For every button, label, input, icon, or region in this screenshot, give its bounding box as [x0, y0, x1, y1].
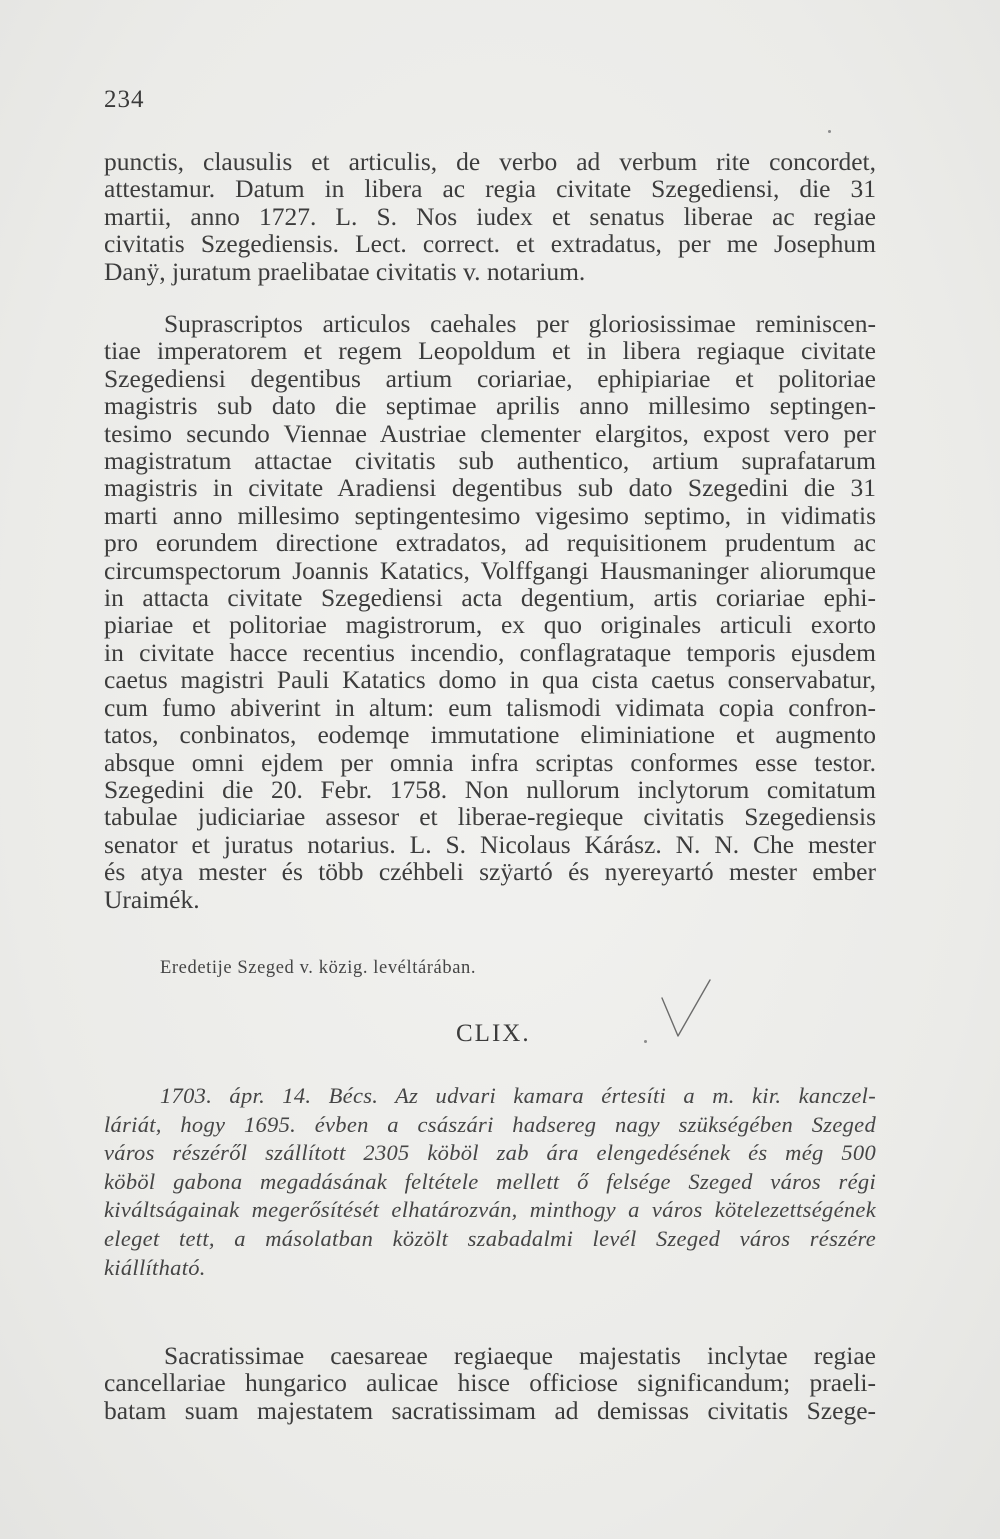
text-line: marti anno millesimo septingentesimo vigesimo septimo, in vidimatis [104, 500, 876, 530]
text-line: tesimo secundo Viennae Austriae clementer elargitos, expost vero per [104, 418, 876, 448]
text-line: punctis, clausulis et articulis, de verbo ad verbum rite concordet, [104, 147, 876, 176]
paragraph-continuation [104, 148, 876, 285]
text-line: in civitate hacce recentius incendio, conflagrataque temporis ejusdem [104, 637, 876, 667]
text-line: magistris in civitate Aradiensi degentibus sub dato Szegedini die 31 [104, 473, 876, 503]
paragraph-vidimus [104, 310, 876, 913]
text-line: martii, anno 1727. L. S. Nos iudex et senatus liberae ac regiae [104, 201, 876, 231]
paragraph-letter [104, 1342, 876, 1424]
source-note: Eredetije Szeged v. közig. levéltárában. [160, 958, 477, 978]
text-line: Szegediensi degentibus artium coriariae, ephipiariae et politoriae [104, 363, 876, 393]
text-line: attestamur. Datum in libera ac regia civitate Szegediensi, die 31 [104, 174, 876, 204]
text-line: magistris sub dato die septimae aprilis anno millesimo septingen- [104, 391, 876, 421]
document-regest [104, 1082, 876, 1282]
text-line: circumspectorum Joannis Katatics, Volffgangi Hausmaninger aliorumque [104, 555, 876, 585]
regest-line: köböl gabona megadásának feltétele mellett ő felsége Szeged város régi [104, 1168, 876, 1194]
document-number: CLIX. [456, 1020, 531, 1047]
text-line: cancellariae hungarico aulicae hisce officiose significandum; praeli- [104, 1368, 876, 1398]
page-number: 234 [104, 86, 145, 113]
text-line: civitatis Szegediensis. Lect. correct. et extradatus, per me Josephum [104, 229, 876, 259]
text-line: tatos, conbinatos, eodemqe immutatione eliminiatione et augmento [104, 720, 876, 750]
text-line: cum fumo abiverint in altum: eum talismodi vidimata copia confron- [104, 692, 876, 722]
paper-speck [828, 130, 831, 133]
text-line: Sacratissimae caesareae regiaeque majestatis inclytae regiae [164, 1341, 876, 1370]
text-line: caetus magistri Pauli Katatics domo in qua cista caetus conservabatur, [104, 665, 876, 695]
text-line: Suprascriptos articulos caehales per gloriosissimae reminiscen- [164, 309, 876, 338]
regest-line: láriát, hogy 1695. évben a császári hadsereg nagy szükségében Szeged [104, 1111, 876, 1137]
text-line: senator et juratus notarius. L. S. Nicolaus Kárász. N. N. Che mester [104, 829, 876, 859]
text-line: és atya mester és több czéhbeli szÿartó és nyereyartó mester ember [104, 857, 876, 887]
text-line: batam suam majestatem sacratissimam ad demissas civitatis Szege- [104, 1395, 876, 1425]
text-line: absque omni ejdem per omnia infra scriptas conformes esse testor. [104, 747, 876, 777]
text-line: magistratum attactae civitatis sub authentico, artium suprafatarum [104, 446, 876, 476]
text-line: tiae imperatorem et regem Leopoldum et in libera regiaque civitate [104, 336, 876, 366]
regest-line: 1703. ápr. 14. Bécs. Az udvari kamara értesíti a m. kir. kanczel- [160, 1083, 876, 1108]
text-line: Uraimék. [104, 884, 200, 914]
text-line: piariae et politoriae magistrorum, ex quo originales articuli exorto [104, 610, 876, 640]
text-line: Danÿ, juratum praelibatae civitatis v. notarium. [104, 256, 586, 286]
text-line: tabulae judiciariae assesor et liberae-regieque civitatis Szegediensis [104, 802, 876, 832]
checkmark-icon [656, 978, 716, 1040]
paper-speck [644, 1040, 647, 1043]
regest-line: kiváltságainak megerősítését elhatározván, minthogy a város kötelezettségének [104, 1197, 876, 1223]
text-line: pro eorundem directione extradatos, ad requisitionem prudentum ac [104, 528, 876, 558]
regest-line: város részéről szállított 2305 köböl zab ára elengedésének és még 500 [104, 1140, 876, 1166]
regest-line: eleget tett, a másolatban közölt szabadalmi levél Szeged város részére [104, 1225, 876, 1251]
regest-line: kiállítható. [104, 1254, 206, 1280]
text-line: Szegedini die 20. Febr. 1758. Non nullorum inclytorum comitatum [104, 774, 876, 804]
text-line: in attacta civitate Szegediensi acta degentium, artis coriariae ephi- [104, 583, 876, 613]
